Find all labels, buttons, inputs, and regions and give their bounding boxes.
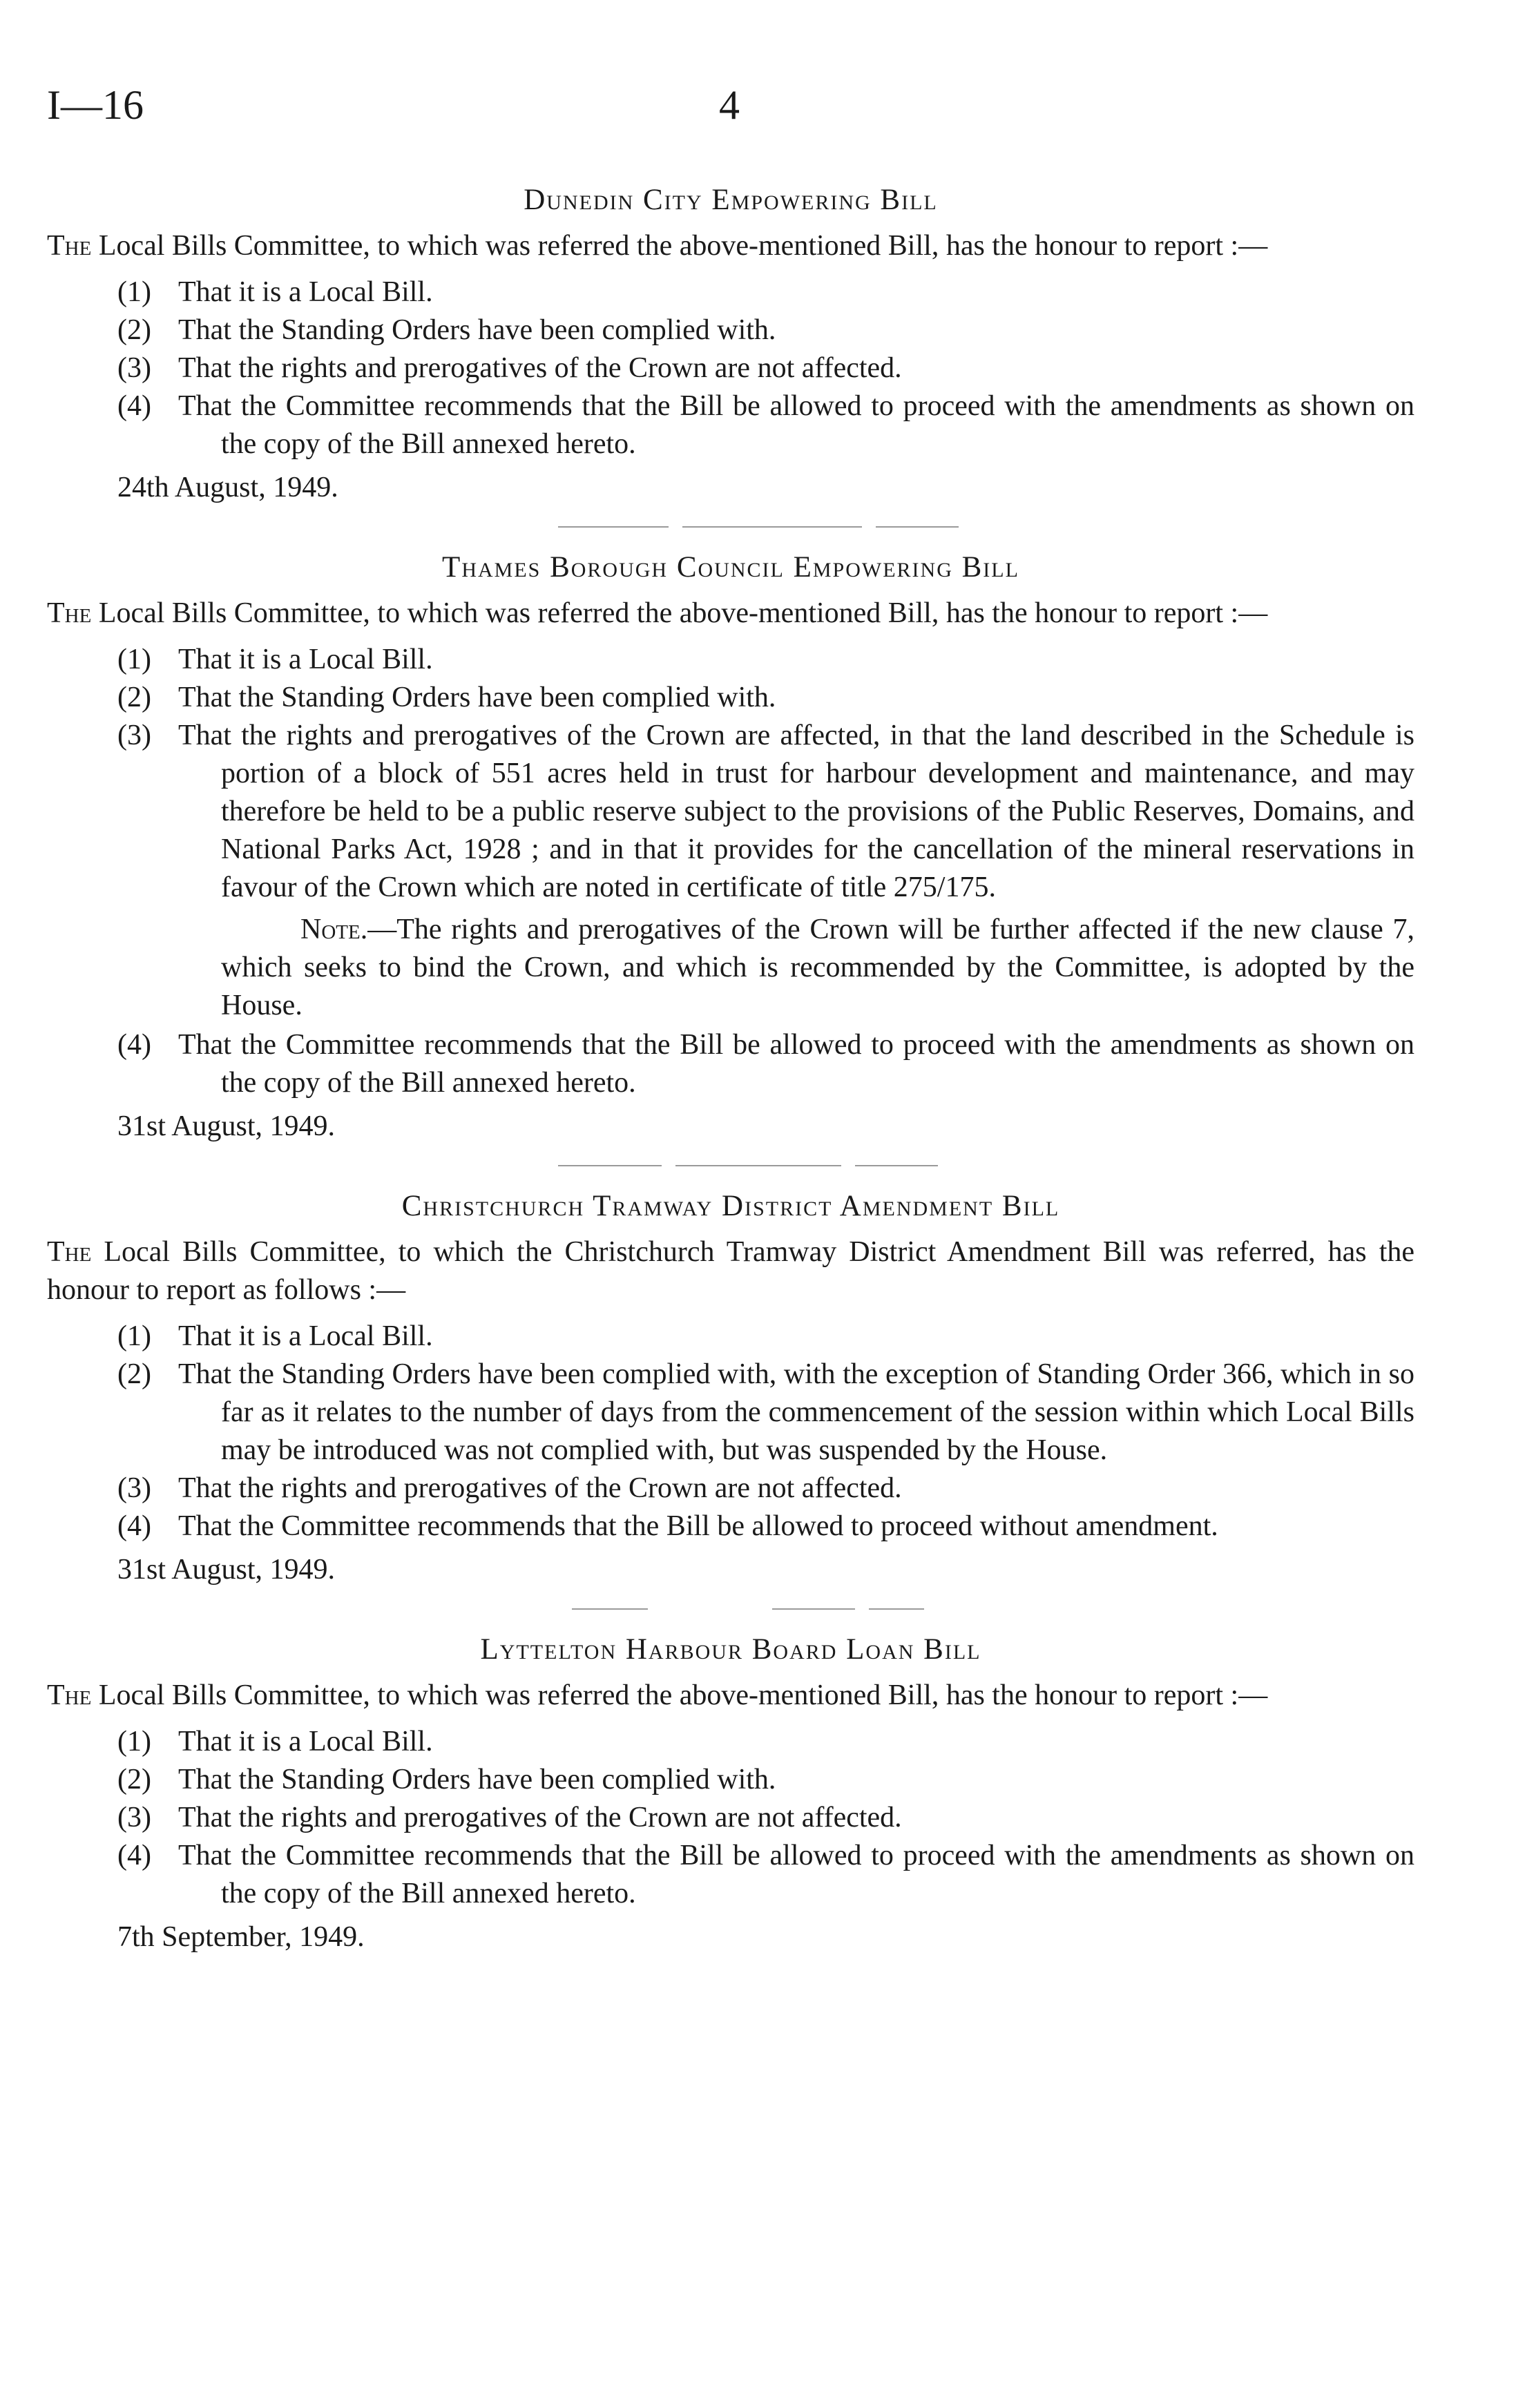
section-divider <box>47 1146 1414 1187</box>
item-number: (2) <box>117 1358 151 1390</box>
item-text: That the Standing Orders have been complied with. <box>178 1764 776 1795</box>
intro-lead: The <box>47 1679 92 1711</box>
list-item <box>47 387 1414 463</box>
report-date: 7th September, 1949. <box>117 1921 365 1953</box>
intro-text: Local Bills Committee, to which the Christchurch Tramway District Amendment Bill was referred, has the honour to report as follows :— <box>47 1236 1415 1306</box>
item-list <box>47 1026 1414 1102</box>
page-header <box>47 81 1428 137</box>
item-text: That it is a Local Bill. <box>178 644 433 675</box>
item-number: (3) <box>117 1472 151 1504</box>
note-text: —The rights and prerogatives of the Crown will be further affected if the new clause 7, which seeks to bind the Crown, and which is recommended by the Committee, is adopted by the House. <box>221 914 1414 1021</box>
item-text: That the Standing Orders have been complied with, with the exception of Standing Order 366, which in so far as it relates to the number of days from the commencement of the session within which Local Bills may be introduced was not complied with, but was suspended by the House. <box>178 1358 1414 1466</box>
item-list <box>47 273 1414 463</box>
item-text: That the Committee recommends that the Bill be allowed to proceed without amendment. <box>178 1510 1218 1542</box>
item-number: (4) <box>117 390 151 422</box>
section-divider <box>47 1589 1414 1630</box>
list-item <box>47 1837 1414 1913</box>
list-item <box>47 641 1414 679</box>
list-item <box>47 1761 1414 1799</box>
item-text: That it is a Local Bill. <box>178 276 433 308</box>
note-paragraph <box>47 911 1414 1025</box>
list-item <box>47 349 1414 387</box>
list-item <box>47 1723 1414 1761</box>
item-text: That the Committee recommends that the Bill be allowed to proceed with the amendments as shown on the copy of the Bill annexed hereto. <box>178 1029 1414 1099</box>
intro-lead: The <box>47 230 92 262</box>
intro-lead: The <box>47 597 92 629</box>
report-section <box>47 548 1414 1146</box>
section-title: Thames Borough Council Empowering Bill <box>442 551 1019 584</box>
report-section <box>47 181 1414 507</box>
item-text: That it is a Local Bill. <box>178 1726 433 1757</box>
list-item <box>47 311 1414 349</box>
item-text: That the Committee recommends that the Bill be allowed to proceed with the amendments as shown on the copy of the Bill annexed hereto. <box>178 390 1414 460</box>
report-date: 31st August, 1949. <box>117 1110 336 1142</box>
section-title: Christchurch Tramway District Amendment Bill <box>401 1190 1060 1222</box>
page-number: 4 <box>719 82 740 128</box>
list-item <box>47 1026 1414 1102</box>
item-number: (1) <box>117 276 151 308</box>
item-text: That the Standing Orders have been complied with. <box>178 314 776 346</box>
report-section <box>47 1187 1414 1589</box>
item-text: That the Standing Orders have been complied with. <box>178 682 776 713</box>
item-number: (1) <box>117 1320 151 1352</box>
list-item <box>47 679 1414 717</box>
item-number: (2) <box>117 1764 151 1795</box>
intro-text: Local Bills Committee, to which was referred the above-mentioned Bill, has the honour to report :— <box>98 230 1268 262</box>
note-lead: Note. <box>300 914 368 945</box>
section-title: Dunedin City Empowering Bill <box>524 184 938 216</box>
section-intro <box>47 227 1414 265</box>
section-intro <box>47 1233 1414 1309</box>
item-number: (3) <box>117 352 151 384</box>
item-text: That the rights and prerogatives of the Crown are affected, in that the land described in the Schedule is portion of a block of 551 acres held in trust for harbour development and maintenance, and may therefore be held to be a public reserve subject to the provisions of the Public Reserves, Domains, and National Parks Act, 1928 ; and in that it provides for the cancellation of the mineral reservations in favour of the Crown which are noted in certificate of title 275/175. <box>178 720 1414 903</box>
item-number: (1) <box>117 1726 151 1757</box>
item-list <box>47 1318 1414 1545</box>
report-date: 31st August, 1949. <box>117 1554 336 1586</box>
item-list <box>47 1723 1414 1913</box>
list-item <box>47 273 1414 311</box>
item-text: That it is a Local Bill. <box>178 1320 433 1352</box>
item-list <box>47 641 1414 907</box>
page-id: I—16 <box>47 82 144 128</box>
list-item <box>47 1799 1414 1837</box>
item-number: (2) <box>117 314 151 346</box>
list-item <box>47 1508 1414 1545</box>
section-intro <box>47 595 1414 633</box>
item-number: (4) <box>117 1029 151 1061</box>
document-body <box>47 181 1414 1956</box>
list-item <box>47 1318 1414 1356</box>
section-intro <box>47 1677 1414 1715</box>
item-number: (4) <box>117 1840 151 1871</box>
list-item <box>47 1470 1414 1508</box>
report-section <box>47 1630 1414 1956</box>
item-number: (3) <box>117 720 151 751</box>
item-number: (3) <box>117 1802 151 1833</box>
intro-text: Local Bills Committee, to which was referred the above-mentioned Bill, has the honour to report :— <box>98 1679 1268 1711</box>
section-title: Lyttelton Harbour Board Loan Bill <box>480 1633 981 1666</box>
section-divider <box>47 507 1414 548</box>
item-number: (1) <box>117 644 151 675</box>
item-number: (4) <box>117 1510 151 1542</box>
intro-text: Local Bills Committee, to which was referred the above-mentioned Bill, has the honour to report :— <box>98 597 1268 629</box>
intro-lead: The <box>47 1236 92 1268</box>
item-text: That the rights and prerogatives of the Crown are not affected. <box>178 352 902 384</box>
report-date: 24th August, 1949. <box>117 472 338 503</box>
item-text: That the rights and prerogatives of the Crown are not affected. <box>178 1802 902 1833</box>
item-text: That the rights and prerogatives of the Crown are not affected. <box>178 1472 902 1504</box>
list-item <box>47 717 1414 907</box>
item-number: (2) <box>117 682 151 713</box>
list-item <box>47 1356 1414 1470</box>
item-text: That the Committee recommends that the Bill be allowed to proceed with the amendments as shown on the copy of the Bill annexed hereto. <box>178 1840 1414 1909</box>
